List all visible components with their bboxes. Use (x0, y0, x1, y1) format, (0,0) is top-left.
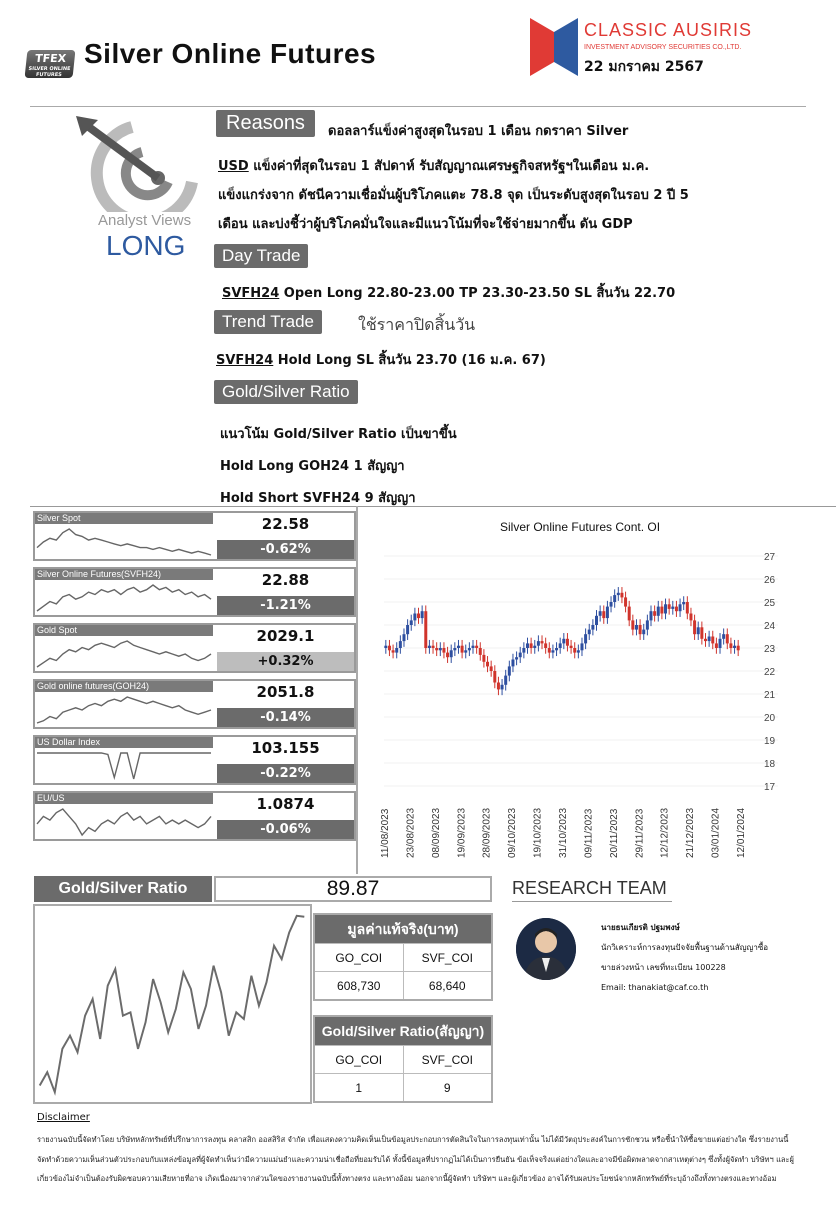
sparkline-path (37, 809, 211, 835)
x-tick-label: 12/12/2023 (659, 807, 671, 858)
candle-body (511, 660, 514, 667)
candle-body (573, 648, 576, 653)
candle-body (653, 611, 656, 616)
analyst-views-label: Analyst Views (98, 212, 192, 229)
candle-body (410, 620, 413, 625)
candle-body (508, 666, 511, 675)
company-name: CLASSIC AUSIRIS (584, 20, 753, 40)
y-tick-label: 22 (764, 667, 776, 678)
vertical-divider (356, 506, 358, 874)
page-title: Silver Online Futures (84, 38, 377, 69)
candle-body (486, 662, 489, 667)
candle-body (726, 634, 729, 643)
gsr-title: Gold/Silver Ratio (34, 876, 212, 902)
x-tick-label: 19/09/2023 (456, 807, 468, 858)
x-tick-label: 23/08/2023 (405, 807, 417, 858)
candle-body (548, 648, 551, 653)
y-tick-label: 19 (764, 736, 776, 747)
y-tick-label: 21 (764, 690, 776, 701)
x-tick-label: 12/01/2024 (736, 807, 747, 858)
candle-body (541, 641, 544, 643)
day-trade-text: SVFH24 Open Long 22.80-23.00 TP 23.30-23.50 SL สิ้นวัน 22.70 (222, 286, 676, 301)
candle-body (472, 646, 475, 648)
candle-body (671, 607, 674, 609)
gsr-value: 89.87 (214, 876, 492, 902)
candle-body (450, 650, 453, 657)
company-subtitle: INVESTMENT ADVISORY SECURITIES CO.,LTD. (584, 44, 742, 51)
candle-body (610, 602, 613, 607)
market-value: 1.0874 (256, 795, 315, 813)
candle-body (442, 648, 445, 653)
market-name: Silver Online Futures(SVFH24) (35, 569, 213, 580)
candle-body (722, 634, 725, 639)
candle-body (544, 643, 547, 648)
candle-body (490, 666, 493, 671)
value-table (313, 913, 493, 1001)
x-tick-label: 28/09/2023 (481, 807, 493, 858)
analyst-license: ขายล่วงหน้า เลขที่ทะเบียน 100228 (601, 963, 726, 972)
market-sparkline (35, 749, 213, 783)
candle-body (624, 597, 627, 606)
candle-body (646, 620, 649, 629)
candle-body (482, 655, 485, 662)
gsr-line-chart (33, 904, 312, 1104)
candle-body (537, 641, 540, 646)
candle-body (417, 614, 420, 619)
candle-body (628, 607, 631, 621)
value-table-title: มูลค่าแท้จริง(บาท) (315, 915, 491, 943)
market-box (33, 735, 356, 785)
candle-body (719, 639, 722, 648)
ratio-table-cell: 1 (315, 1073, 403, 1101)
candle-body (475, 646, 478, 648)
analyst-role: นักวิเคราะห์การลงทุนปัจจัยพื้นฐานด้านสัญญาซื้อ (601, 943, 769, 952)
market-name: Gold Spot (35, 625, 213, 636)
candle-body (635, 625, 638, 630)
value-table-cell: 68,640 (403, 971, 492, 999)
market-value: 22.58 (261, 515, 310, 533)
x-tick-label: 03/01/2024 (710, 807, 722, 858)
market-value: 103.155 (251, 739, 320, 757)
gsr-line (40, 916, 305, 1092)
candle-body (617, 593, 620, 595)
candle-body (697, 627, 700, 634)
trend-trade-note: ใช้ราคาปิดสิ้นวัน (358, 315, 476, 334)
value-table-header: SVF_COI (403, 943, 492, 971)
candle-body (446, 653, 449, 658)
tfex-logo: TFEX SILVER ONLINE FUTURES (25, 50, 76, 78)
candle-body (555, 648, 558, 650)
candle-body (682, 602, 685, 604)
candle-body (493, 671, 496, 683)
reasons-label: Reasons (216, 110, 315, 137)
candle-body (562, 639, 565, 644)
research-team-title: RESEARCH TEAM (512, 878, 667, 898)
oi-chart-title: Silver Online Futures Cont. OI (500, 520, 661, 534)
analyst-email[interactable]: Email: thanakiat@caf.co.th (601, 983, 709, 992)
market-sparkline (35, 581, 213, 615)
x-tick-label: 09/11/2023 (583, 808, 595, 858)
market-sparkline (35, 525, 213, 559)
candle-body (468, 648, 471, 650)
analyst-info (601, 918, 768, 998)
candle-body (588, 630, 591, 635)
candle-body (631, 620, 634, 629)
market-value: 2051.8 (256, 683, 315, 701)
candle-body (686, 602, 689, 614)
candle-body (388, 646, 391, 651)
company-logo-icon (530, 14, 578, 80)
candle-body (479, 648, 482, 655)
market-box (33, 511, 356, 561)
y-tick-label: 18 (764, 759, 776, 770)
sparkline-path (37, 641, 211, 667)
candle-body (708, 637, 711, 642)
market-box (33, 679, 356, 729)
candle-body (399, 641, 402, 648)
market-change: -0.14% (217, 708, 354, 727)
candle-body (577, 650, 580, 652)
sparkline-path (37, 529, 211, 555)
candle-body (664, 604, 667, 613)
x-tick-label: 11/08/2023 (380, 808, 391, 858)
candle-body (704, 639, 707, 641)
market-value: 22.88 (261, 571, 310, 589)
day-trade-label: Day Trade (214, 244, 308, 268)
value-table-cell: 608,730 (315, 971, 403, 999)
market-value: 2029.1 (256, 627, 315, 645)
x-tick-label: 21/12/2023 (685, 807, 697, 858)
market-name: US Dollar Index (35, 737, 213, 748)
candle-body (620, 593, 623, 598)
candle-body (453, 648, 456, 650)
candle-body (551, 650, 554, 652)
candle-body (501, 685, 504, 690)
sparkline-path (37, 585, 211, 611)
market-box (33, 623, 356, 673)
market-sparkline (35, 637, 213, 671)
sparkline-path (37, 697, 211, 723)
candle-body (606, 607, 609, 619)
candle-body (711, 637, 714, 644)
market-box (33, 567, 356, 617)
candle-body (424, 611, 427, 648)
x-tick-label: 19/10/2023 (532, 807, 544, 858)
value-table-header: GO_COI (315, 943, 403, 971)
header-divider (30, 106, 806, 107)
candle-body (737, 646, 740, 651)
y-tick-label: 20 (764, 713, 776, 724)
candle-body (504, 676, 507, 685)
candle-body (729, 643, 732, 648)
x-tick-label: 20/11/2023 (608, 808, 620, 858)
analyst-name: นายธนเกียรติ ปฐมพงษ์ (601, 923, 680, 932)
analyst-avatar (516, 918, 576, 980)
trend-trade-label: Trend Trade (214, 310, 322, 334)
y-tick-label: 23 (764, 644, 776, 655)
candle-body (530, 643, 533, 648)
analyst-view-value: LONG (106, 230, 186, 261)
market-sparkline (35, 693, 213, 727)
candle-body (639, 625, 642, 634)
candle-body (595, 616, 598, 625)
ratio-table-header: GO_COI (315, 1045, 403, 1073)
candle-body (689, 614, 692, 621)
y-tick-label: 27 (764, 552, 776, 563)
y-tick-label: 24 (764, 621, 776, 632)
oi-candlestick-chart (360, 540, 830, 870)
x-tick-label: 09/10/2023 (507, 807, 519, 858)
candle-body (580, 643, 583, 650)
candle-body (461, 646, 464, 653)
candle-body (435, 648, 438, 650)
candle-body (584, 634, 587, 643)
candle-body (526, 643, 529, 648)
market-change: -0.06% (217, 820, 354, 839)
ratio-table-title: Gold/Silver Ratio(สัญญา) (315, 1017, 491, 1045)
candle-body (464, 650, 467, 652)
candle-body (660, 607, 663, 614)
candle-body (457, 646, 460, 648)
trend-trade-text: SVFH24 Hold Long SL สิ้นวัน 23.70 (16 ม.ค. 67) (216, 353, 546, 368)
candle-body (591, 625, 594, 630)
y-tick-label: 26 (764, 575, 776, 586)
candle-body (693, 620, 696, 634)
market-change: -0.62% (217, 540, 354, 559)
candle-body (402, 634, 405, 641)
candle-body (715, 643, 718, 648)
market-name: EU/US (35, 793, 213, 804)
y-tick-label: 25 (764, 598, 776, 609)
x-tick-label: 29/11/2023 (634, 808, 646, 858)
candle-body (675, 607, 678, 612)
section-divider (30, 506, 836, 507)
candle-body (650, 611, 653, 620)
candle-body (679, 604, 682, 611)
candle-body (395, 648, 398, 653)
market-change: +0.32% (217, 652, 354, 671)
candle-body (519, 653, 522, 658)
reasons-headline: ดอลลาร์แข็งค่าสูงสุดในรอบ 1 เดือน กดราคา Silver (328, 124, 629, 139)
market-box (33, 791, 356, 841)
sparkline-path (37, 753, 211, 779)
candle-body (642, 630, 645, 635)
usd-term: USD (218, 159, 249, 174)
ratio-table (313, 1015, 493, 1103)
ratio-table-header: SVF_COI (403, 1045, 492, 1073)
candle-body (559, 643, 562, 648)
candle-body (602, 611, 605, 618)
market-change: -1.21% (217, 596, 354, 615)
candle-body (570, 646, 573, 648)
candle-body (533, 646, 536, 648)
candle-body (515, 657, 518, 659)
disclaimer-title: Disclaimer (37, 1112, 90, 1123)
y-tick-label: 17 (764, 782, 776, 793)
gold-silver-label: Gold/Silver Ratio (214, 380, 358, 404)
candle-body (700, 627, 703, 639)
x-tick-label: 31/10/2023 (558, 807, 569, 858)
target-arrow-icon (72, 112, 202, 212)
candle-body (439, 648, 442, 650)
candle-body (566, 639, 569, 646)
ratio-table-cell: 9 (403, 1073, 492, 1101)
market-name: Gold online futures(GOH24) (35, 681, 213, 692)
candle-body (406, 625, 409, 634)
candle-body (733, 646, 736, 648)
candle-body (392, 650, 395, 652)
candle-body (668, 604, 671, 609)
candle-body (432, 646, 435, 648)
reasons-body: USD แข็งค่าที่สุดในรอบ 1 สัปดาห์ รับสัญญาณเศรษฐกิจสหรัฐฯในเดือน ม.ค. แข็งแกร่งจาก ดัชนีความเชื่อมั่นผู้บริโภคแตะ 78.8 จุด เป็นระดับสูงสุดในรอบ 2 ปี 5 เดือน และบ่งชี้ว่าผู้บริโภคมั่นใจและมีแนวโน้มที่จะใช้จ่ายมากขึ้น ดัน GDP (218, 159, 689, 232)
candle-body (522, 648, 525, 653)
market-sparkline (35, 805, 213, 839)
gold-silver-lines: แนวโน้ม Gold/Silver Ratio เป็นขาขึ้น Hold Long GOH24 1 สัญญา Hold Short SVFH24 9 สัญญา (220, 427, 457, 506)
candle-body (384, 646, 387, 648)
candle-body (497, 683, 500, 690)
disclaimer-text: รายงานฉบับนี้จัดทำโดย บริษัทหลักทรัพย์ที่ปรึกษาการลงทุน คลาสสิก ออสสิริส จำกัด เพื่อแสดงความคิดเห็นเป็นข้อมูลประกอบการตัดสินใจในการลงทุนเท่านั้น ไม่ได้มีวัตถุประสงค์ในการชักชวน หรือชี้นำให้ซื้อขายแต่อย่างใด ซึ่งรายงานนี้ จัดทำด้วยความเห็นส่วนตัวประกอบกับแหล่งข้อมูลที่ผู้จัดทำเห็นว่ามีความแม่นยำและความน่าเชื่อถือที่ยอมรับได้ ทั้งนี้ข้อมูลที่ปรากฏไม่ได้เป็นการยืนยัน ข้อเท็จจริงแต่อย่างใดและอาจมีข้อผิดพลาดจากสาเหตุต่างๆ ซึ่งทั้งผู้จัดทำ บริษัทฯ และผู้เกี่ยวข้องไม่จำเป็นต้องรับผิดชอบความเสียหายที่อาจ เกิดเนื่องมาจากส่วนใดของรายงานฉบับนี้ทั้งทางตรง และทางอ้อม นอกจากนี้ผู้จัดทำ บริษัทฯ และผู้เกี่ยวข้อง อาจได้รับผลประโยชน์จากหลักทรัพย์ที่ระบุอ้างถึงทั้งทางตรงและทางอ้อม (37, 1135, 794, 1183)
candle-body (421, 611, 424, 618)
report-date: 22 มกราคม 2567 (584, 59, 704, 75)
x-tick-label: 08/09/2023 (430, 807, 442, 858)
candle-body (657, 607, 660, 616)
candle-body (428, 646, 431, 648)
candle-body (413, 614, 416, 621)
candle-body (613, 595, 616, 602)
market-name: Silver Spot (35, 513, 213, 524)
candle-body (599, 611, 602, 616)
market-change: -0.22% (217, 764, 354, 783)
research-team-underline (512, 901, 672, 902)
